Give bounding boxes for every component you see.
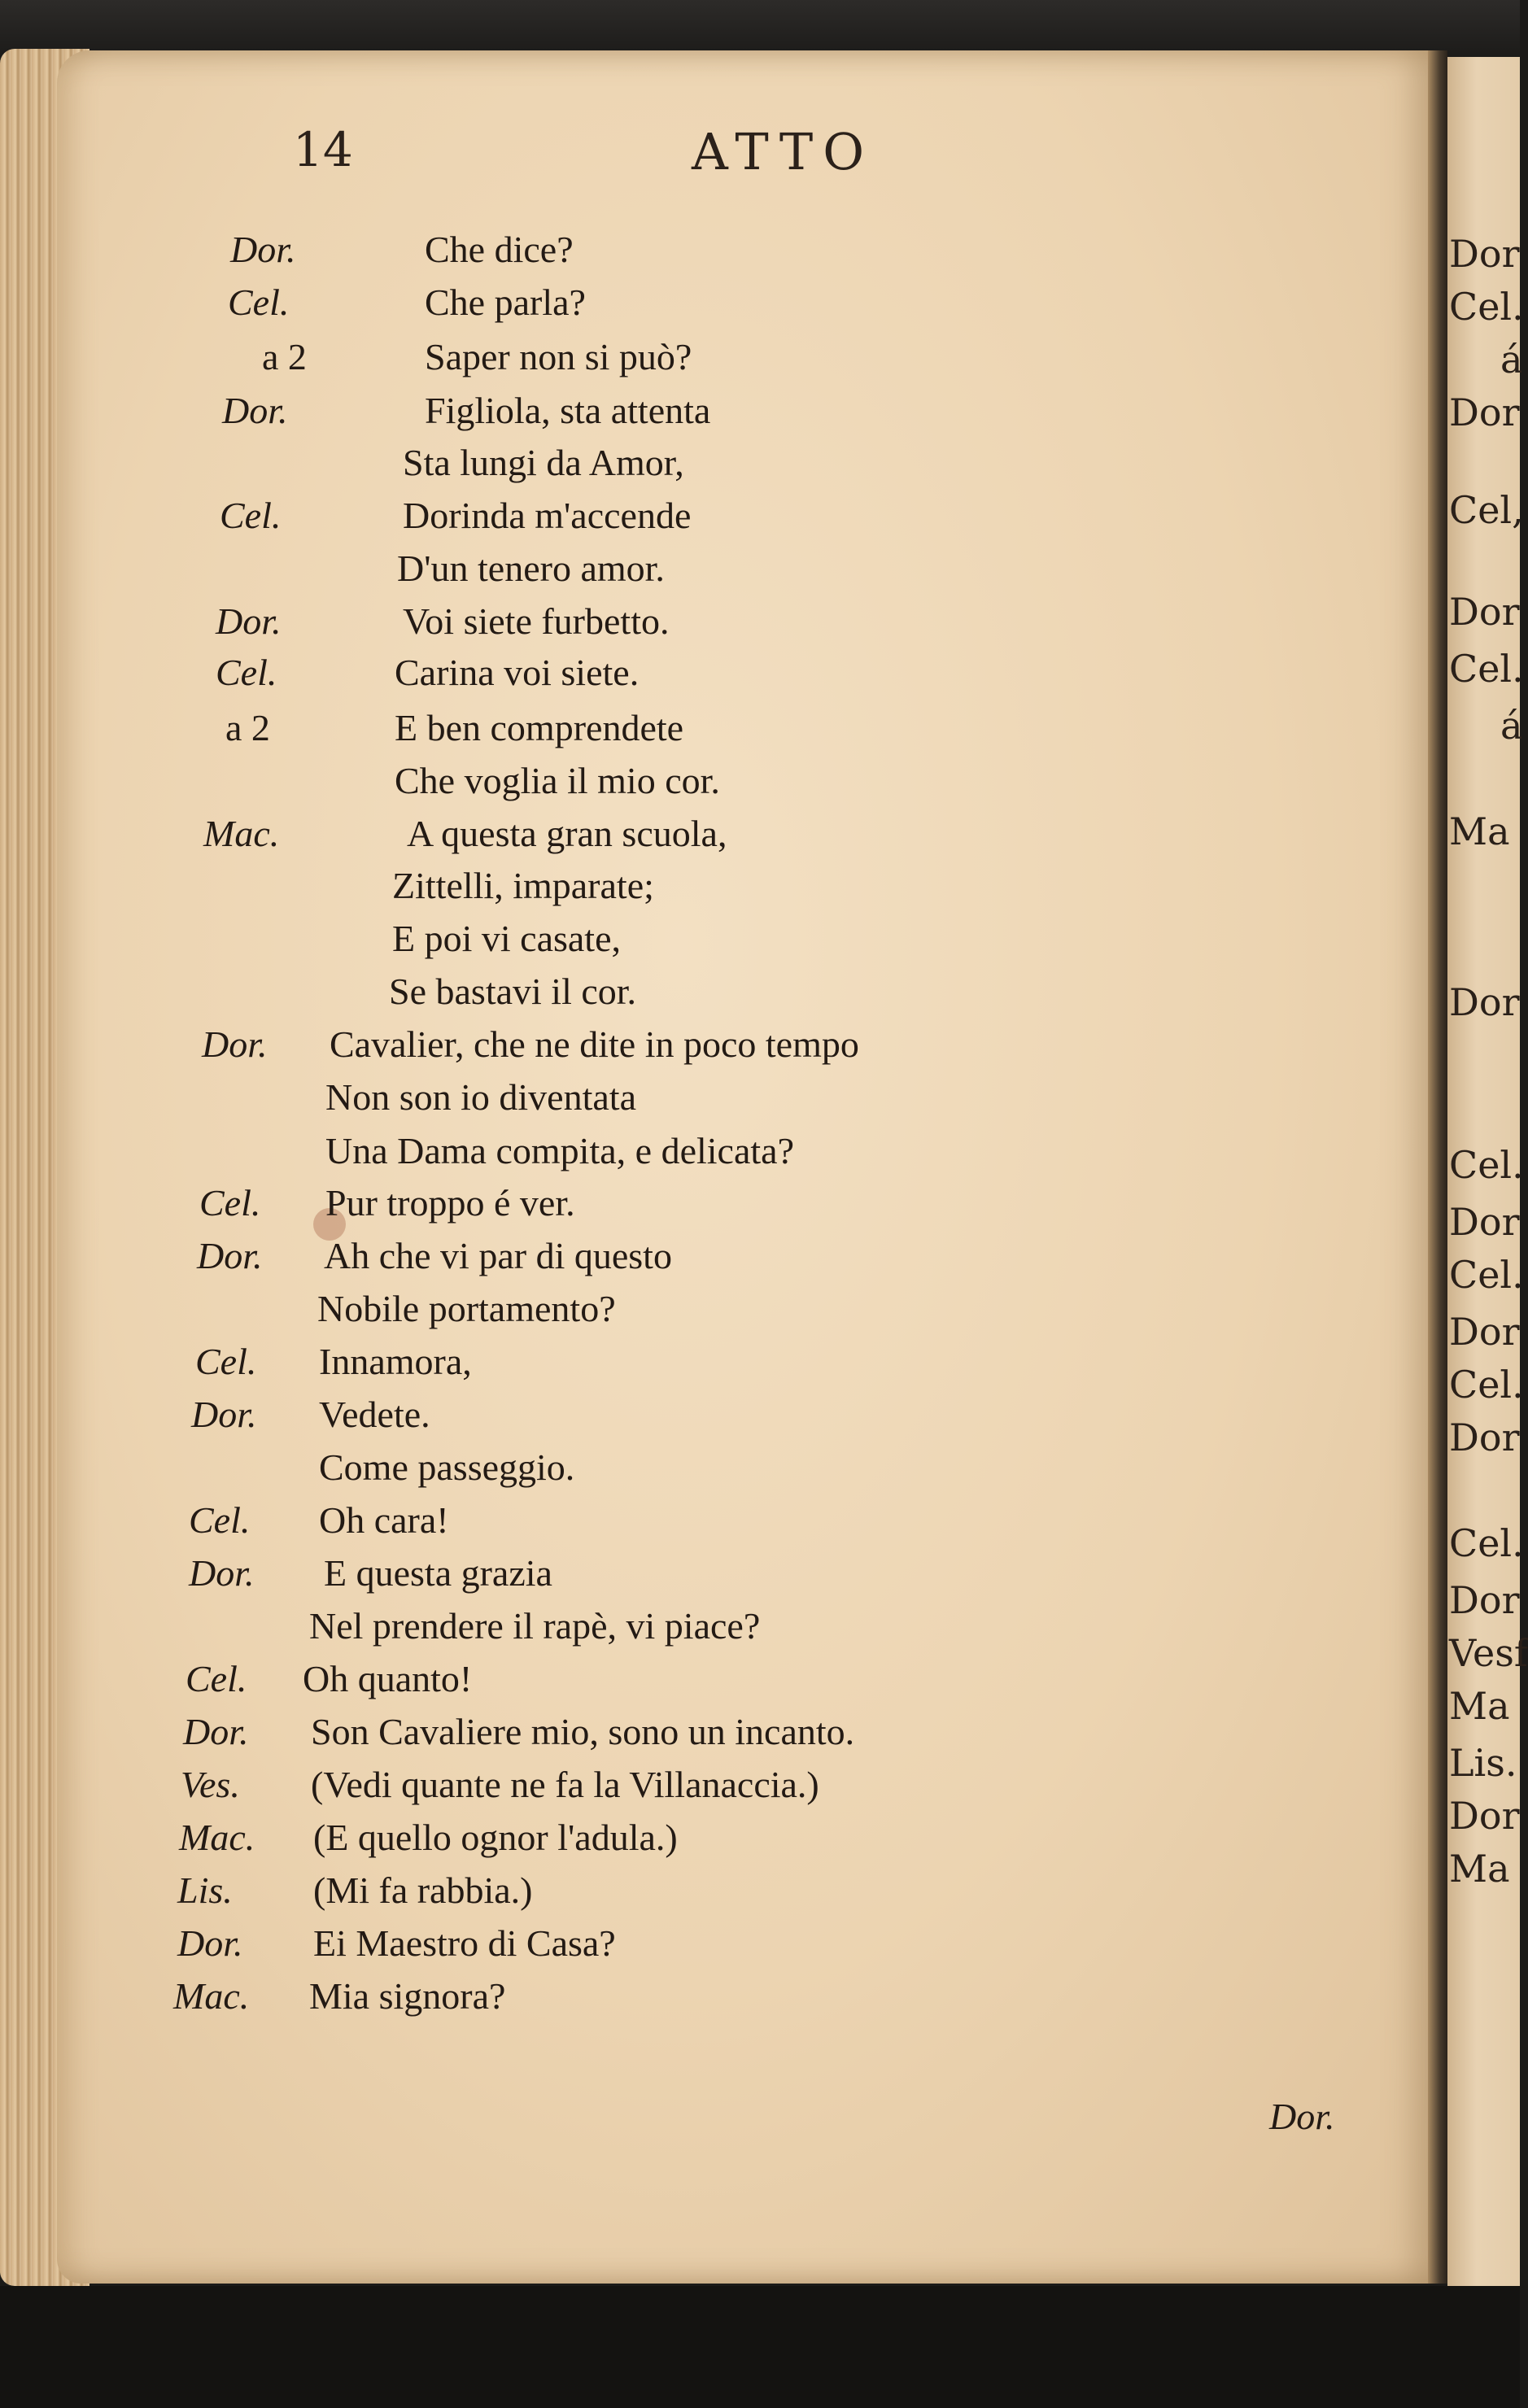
verse-line: D'un tenero amor. [397, 547, 665, 589]
verse-line: Come passeggio. [319, 1446, 575, 1488]
facing-fragment: Dor [1449, 590, 1520, 634]
verse-line: (E quello ognor l'adula.) [313, 1817, 678, 1858]
facing-fragment: Lis. [1449, 1741, 1517, 1785]
facing-fragment: Vesf [1449, 1631, 1528, 1675]
speaker-label: Cel. [199, 1182, 261, 1224]
speaker-label: Dor. [189, 1552, 255, 1594]
speaker-label: Dor. [197, 1235, 263, 1276]
verse-line: Vedete. [319, 1394, 430, 1435]
verse-line: Una Dama compita, e delicata? [325, 1130, 794, 1171]
verse-line: Mia signora? [309, 1975, 506, 2017]
facing-fragment: Dor [1449, 232, 1520, 276]
facing-fragment: Ma [1449, 809, 1510, 853]
speaker-label: Dor. [216, 600, 282, 642]
speaker-label: Cel. [189, 1499, 251, 1541]
speaker-label: Dor. [230, 229, 296, 270]
verse-line: Figliola, sta attenta [425, 390, 711, 431]
facing-fragment: Cel. [1449, 1363, 1524, 1407]
facing-fragment: Dor [1449, 1200, 1520, 1244]
verse-line: Sta lungi da Amor, [403, 442, 684, 483]
speaker-label: Cel. [195, 1341, 257, 1382]
facing-fragment: Dor [1449, 980, 1520, 1024]
verse-line: A questa gran scuola, [407, 813, 727, 854]
facing-fragment: Cel. [1449, 1253, 1524, 1297]
facing-fragment: Cel. [1449, 647, 1524, 691]
verse-line: Dorinda m'accende [403, 495, 692, 536]
verse-line: Che parla? [425, 281, 586, 323]
verse-line: Non son io diventata [325, 1076, 636, 1118]
speaker-label: Cel. [216, 652, 277, 693]
facing-fragment: Dor [1449, 1578, 1520, 1622]
facing-fragment: á [1500, 704, 1523, 748]
speaker-label: a 2 [262, 336, 307, 377]
speaker-label: Dor. [222, 390, 288, 431]
verse-line: Saper non si può? [425, 336, 692, 377]
verse-line: Che dice? [425, 229, 574, 270]
speaker-label: Dor. [202, 1023, 268, 1065]
verse-line: Ah che vi par di questo [324, 1235, 672, 1276]
verse-line: Nobile portamento? [317, 1288, 616, 1329]
facing-fragment: Cel. [1449, 285, 1524, 329]
facing-fragment: Dor [1449, 390, 1520, 434]
speaker-label: a 2 [225, 707, 270, 748]
facing-fragment: Cel. [1449, 1143, 1524, 1187]
speaker-label: Cel. [220, 495, 282, 536]
catchword: Dor. [1269, 2096, 1335, 2137]
background-bottom [0, 2286, 1520, 2408]
verse-line: Oh quanto! [303, 1658, 473, 1699]
facing-fragment: Cel. [1449, 1521, 1524, 1565]
verse-line: Oh cara! [319, 1499, 449, 1541]
facing-fragment: Dor [1449, 1416, 1520, 1459]
running-head: ATTO [692, 122, 875, 181]
speaker-label: Cel. [186, 1658, 247, 1699]
verse-line: Ei Maestro di Casa? [313, 1922, 616, 1964]
verse-line: Cavalier, che ne dite in poco tempo [330, 1023, 859, 1065]
verse-line: Voi siete furbetto. [403, 600, 670, 642]
speaker-label: Mac. [173, 1975, 250, 2017]
facing-fragment: Ma [1449, 1847, 1510, 1891]
verse-line: Son Cavaliere mio, sono un incanto. [311, 1711, 855, 1752]
facing-page [1447, 57, 1528, 2286]
verse-line: Zittelli, imparate; [392, 865, 654, 906]
book-gutter [1428, 50, 1447, 2284]
speaker-label: Dor. [191, 1394, 257, 1435]
verse-line: (Vedi quante ne fa la Villanaccia.) [311, 1764, 819, 1805]
speaker-label: Ves. [181, 1764, 240, 1805]
verse-line: E ben comprendete [395, 707, 684, 748]
speaker-label: Lis. [177, 1869, 233, 1911]
speaker-label: Cel. [228, 281, 290, 323]
speaker-label: Mac. [179, 1817, 255, 1858]
verse-line: Se bastavi il cor. [389, 971, 637, 1012]
facing-fragment: Cel, [1449, 488, 1524, 532]
speaker-label: Mac. [203, 813, 280, 854]
facing-fragment: Ma [1449, 1684, 1510, 1728]
verse-line: Carina voi siete. [395, 652, 640, 693]
verse-line: Innamora, [319, 1341, 472, 1382]
verse-line: Che voglia il mio cor. [395, 760, 720, 801]
background-top [0, 0, 1520, 57]
page-number: 14 [293, 122, 353, 177]
speaker-label: Dor. [177, 1922, 243, 1964]
verse-line: Pur troppo é ver. [325, 1182, 575, 1224]
verse-line: E questa grazia [324, 1552, 552, 1594]
verse-line: E poi vi casate, [392, 918, 622, 959]
verse-line: Nel prendere il rapè, vi piace? [309, 1605, 761, 1647]
facing-fragment: Dor [1449, 1794, 1520, 1838]
speaker-label: Dor. [183, 1711, 249, 1752]
facing-fragment: Dor [1449, 1310, 1520, 1354]
verse-line: (Mi fa rabbia.) [313, 1869, 533, 1911]
facing-fragment: á [1500, 338, 1523, 382]
